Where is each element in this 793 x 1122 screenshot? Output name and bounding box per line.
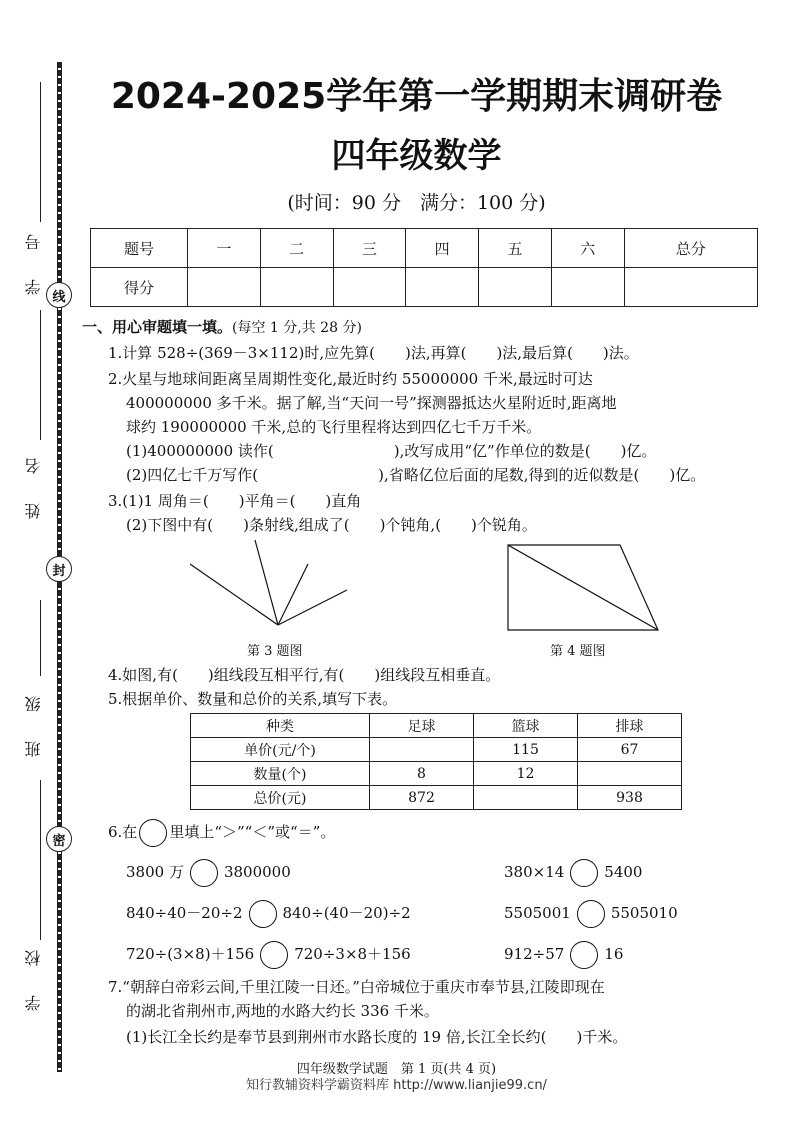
figure-4-caption: 第 4 题图 xyxy=(550,644,606,659)
price-cell: 872 xyxy=(370,786,474,810)
price-header-cell: 足球 xyxy=(370,714,474,738)
question-7-sub1: (1)长江全长约是奉节县到荆州市水路长度的 19 倍,长江全长约( )千米。 xyxy=(126,1028,628,1046)
question-2-line: 400000000 多千米。据了解,当“天问一号”探测器抵达火星附近时,距离地 xyxy=(126,394,617,412)
question-7-line: 的湖北省荆州市,两地的水路大约长 336 千米。 xyxy=(126,1002,439,1020)
score-cell: 四 xyxy=(406,229,479,268)
price-table-row xyxy=(191,762,682,786)
score-input-cell[interactable] xyxy=(188,268,261,307)
price-table xyxy=(190,713,682,810)
compare-item: 912÷57 16 xyxy=(504,940,623,969)
question-4: 4.如图,有( )组线段互相平行,有( )组线段互相垂直。 xyxy=(108,666,501,684)
page-footer: 四年级数学试题 第 1 页(共 4 页) xyxy=(296,1062,497,1077)
ray-line xyxy=(255,540,278,625)
seal-seal: 封 xyxy=(46,556,72,582)
binding-fill-line xyxy=(40,310,41,440)
seal-line: 线 xyxy=(46,282,72,308)
score-cell: 题号 xyxy=(91,229,188,268)
exam-title: 2024-2025学年第一学期期末调研卷 xyxy=(110,76,723,117)
score-input-cell[interactable] xyxy=(333,268,406,307)
price-cell-blank[interactable] xyxy=(578,762,682,786)
figure-3-caption: 第 3 题图 xyxy=(247,644,303,659)
label-school: 学 校 xyxy=(24,938,43,1012)
section1-heading: 一、用心审题填一填。(每空 1 分,共 28 分) xyxy=(82,318,362,336)
question-2-sub1: (1)400000000 读作( ),改写成用“亿”作单位的数是( )亿。 xyxy=(126,442,657,460)
question-6: 6.在 里填上“＞”“＜”或“＝”。 xyxy=(108,818,335,847)
compare-circle-input[interactable] xyxy=(260,941,288,969)
watermark-text: 知行教辅资料学霸资料库 http://www.lianjie99.cn/ xyxy=(246,1078,547,1093)
question-1: 1.计算 528÷(369－3×112)时,应先算( )法,再算( )法,最后算( )法。 xyxy=(108,344,639,362)
label-name: 姓 名 xyxy=(24,446,43,520)
score-table xyxy=(90,228,758,307)
question-3-sub1: 3.(1)1 周角＝( )平角＝( )直角 xyxy=(108,492,362,510)
price-cell: 单价(元/个) xyxy=(191,738,370,762)
compare-circle-input[interactable] xyxy=(570,859,598,887)
question-2-line: 球约 190000000 千米,总的飞行里程将达到四亿七千万千米。 xyxy=(126,418,542,436)
price-cell-blank[interactable] xyxy=(370,738,474,762)
compare-item: 380×14 5400 xyxy=(504,858,642,887)
score-input-cell[interactable] xyxy=(406,268,479,307)
price-header-cell: 篮球 xyxy=(474,714,578,738)
ray-line xyxy=(278,564,308,625)
seal-secret: 密 xyxy=(46,826,72,852)
price-cell: 938 xyxy=(578,786,682,810)
trapezoid-diagonal xyxy=(508,545,658,630)
exam-subtitle: 四年级数学 xyxy=(331,136,502,176)
compare-circle-input[interactable] xyxy=(249,900,277,928)
price-cell: 8 xyxy=(370,762,474,786)
score-cell: 一 xyxy=(188,229,261,268)
score-table-header-row xyxy=(91,229,758,268)
question-5: 5.根据单价、数量和总价的关系,填写下表。 xyxy=(108,690,398,708)
score-input-cell[interactable] xyxy=(479,268,552,307)
question-2-sub2: (2)四亿七千万写作( ),省略亿位后面的尾数,得到的近似数是( )亿。 xyxy=(126,466,706,484)
price-table-header-row xyxy=(191,714,682,738)
price-cell: 总价(元) xyxy=(191,786,370,810)
score-label-cell: 得分 xyxy=(91,268,188,307)
price-cell: 67 xyxy=(578,738,682,762)
score-cell: 五 xyxy=(479,229,552,268)
binding-fill-line xyxy=(40,600,41,676)
question-2-line: 2.火星与地球间距离呈周期性变化,最近时约 55000000 千米,最远时可达 xyxy=(108,370,593,388)
time-info: (时间：90 分 满分：100 分) xyxy=(287,192,546,214)
compare-circle-input[interactable] xyxy=(577,900,605,928)
score-cell: 六 xyxy=(551,229,624,268)
label-class: 班 级 xyxy=(24,684,43,758)
price-cell: 12 xyxy=(474,762,578,786)
compare-circle-icon xyxy=(139,819,167,847)
compare-circle-input[interactable] xyxy=(190,859,218,887)
label-student-number: 学 号 xyxy=(24,222,43,296)
compare-item: 720÷(3×8)＋156 720÷3×8＋156 xyxy=(126,940,411,969)
score-input-cell[interactable] xyxy=(551,268,624,307)
price-cell: 数量(个) xyxy=(191,762,370,786)
price-table-row xyxy=(191,786,682,810)
score-input-cell[interactable] xyxy=(260,268,333,307)
price-cell: 115 xyxy=(474,738,578,762)
score-cell: 总分 xyxy=(624,229,757,268)
compare-circle-input[interactable] xyxy=(570,941,598,969)
question-7-line: 7.“朝辞白帝彩云间,千里江陵一日还。”白帝城位于重庆市奉节县,江陵即现在 xyxy=(108,978,605,996)
compare-item: 3800 万 3800000 xyxy=(126,858,291,887)
compare-item: 840÷40－20÷2 840÷(40－20)÷2 xyxy=(126,899,411,928)
ray-line xyxy=(190,564,278,625)
score-table-score-row xyxy=(91,268,758,307)
question-3-sub2: (2)下图中有( )条射线,组成了( )个钝角,( )个锐角。 xyxy=(126,516,537,534)
price-table-row xyxy=(191,738,682,762)
figure-3-rays xyxy=(190,536,350,636)
ray-line xyxy=(278,590,347,625)
price-header-cell: 种类 xyxy=(191,714,370,738)
figure-4-trapezoid xyxy=(505,542,665,634)
binding-fill-line xyxy=(40,780,41,940)
compare-item: 5505001 5505010 xyxy=(504,899,678,928)
score-cell: 二 xyxy=(260,229,333,268)
price-header-cell: 排球 xyxy=(578,714,682,738)
price-cell-blank[interactable] xyxy=(474,786,578,810)
score-input-cell[interactable] xyxy=(624,268,757,307)
score-cell: 三 xyxy=(333,229,406,268)
